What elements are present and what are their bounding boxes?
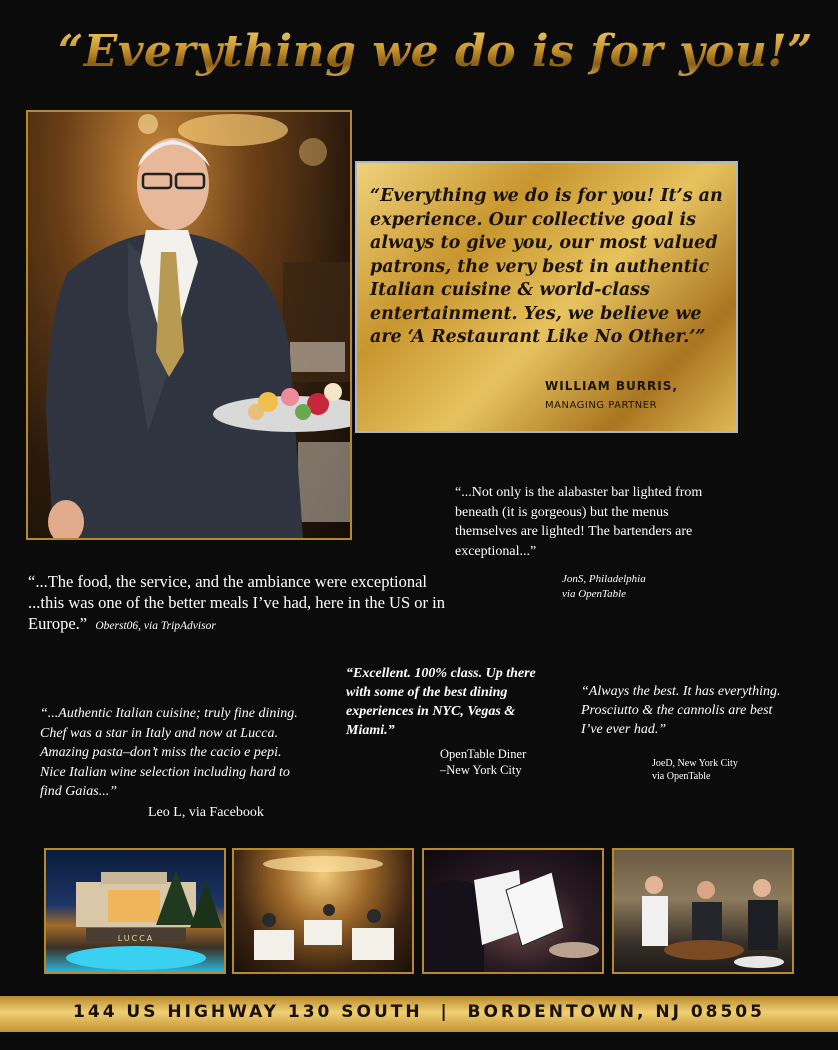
footer-address: 144 US HIGHWAY 130 SOUTH | BORDENTOWN, NJ 08505 — [73, 1002, 765, 1022]
partner-quote: “Everything we do is for you! It’s an experience. Our collective goal is always to give you, our most valued patrons, the very best in authentic Italian cuisine & world-class entertainment. Yes, we believe we are ‘A Restaurant Like No Other.’” — [370, 186, 723, 347]
review-always-best-source — [652, 757, 738, 783]
review-alabaster-bar-source — [562, 572, 646, 602]
signature-name: WILLIAM BURRIS, — [545, 379, 678, 393]
dining-room-photo — [232, 848, 414, 974]
review-authentic-italian: “...Authentic Italian cuisine; truly fine dining. Chef was a star in Italy and now at Lucca. Amazing pasta–don’t miss the cacio e pepi. Nice Italian wine selection including hard to find Gaias...” — [40, 706, 298, 799]
review-source-line: via OpenTable — [562, 588, 627, 600]
review-source-line: JoeD, New York City — [652, 758, 738, 769]
review-source-line: –New York City — [440, 763, 522, 777]
review-authentic-italian-source: Leo L, via Facebook — [148, 805, 264, 820]
menu-reading-photo — [422, 848, 604, 974]
lucca-sign-text: LUCCA — [117, 934, 155, 943]
review-source: Oberst06, via TripAdvisor — [95, 620, 216, 632]
restaurant-exterior-photo — [44, 848, 226, 974]
review-always-best: “Always the best. It has everything. Prosciutto & the cannolis are best I’ve ever had.” — [581, 684, 781, 737]
review-source-line: via OpenTable — [652, 771, 711, 782]
page-headline: “Everything we do is for you!” — [58, 22, 818, 82]
review-source-line: OpenTable Diner — [440, 747, 527, 761]
staff-serving-photo — [612, 848, 794, 974]
review-alabaster-bar: “...Not only is the alabaster bar lighted from beneath (it is gorgeous) but the menus themselves are lighted! The bartenders are exceptional...” — [455, 485, 703, 559]
review-text: “...The food, the service, and the ambiance were exceptional ...this was one of the better meals I’ve had, here in the US or in Europe.” — [28, 572, 445, 633]
review-food-service — [28, 571, 448, 637]
review-excellent-source — [440, 746, 526, 778]
review-excellent: “Excellent. 100% class. Up there with some of the best dining experiences in NYC, Vegas & Miami.” — [346, 666, 536, 738]
review-source-line: JonS, Philadelphia — [562, 573, 646, 585]
managing-partner-photo — [26, 110, 352, 540]
signature-title: MANAGING PARTNER — [545, 400, 658, 411]
